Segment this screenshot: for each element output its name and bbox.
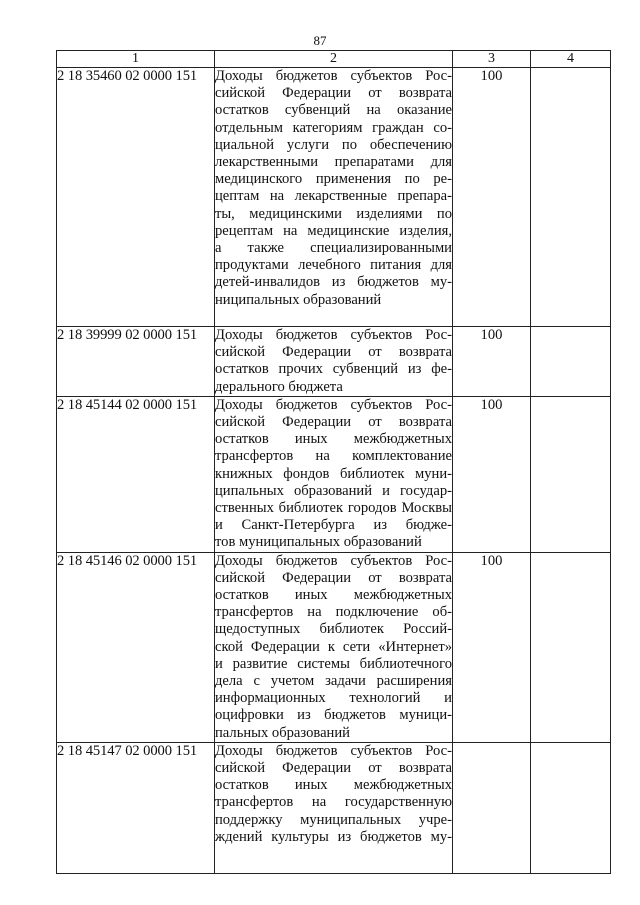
description-line: сийской Федерации от возврата	[215, 569, 452, 586]
header-col-4: 4	[531, 51, 611, 68]
code-cell: 2 18 45146 02 0000 151	[57, 552, 215, 742]
description-line: книжных фондов библиотек муни-	[215, 465, 452, 482]
description-line: тов муниципальных образований	[215, 534, 422, 551]
description-line: ской Федерации к сети «Интернет»	[215, 638, 452, 655]
description-cell	[215, 396, 453, 552]
amount-cell: 100	[453, 552, 531, 742]
table-row	[57, 396, 611, 552]
description-line: сийской Федерации от возврата	[215, 85, 452, 102]
code-cell: 2 18 35460 02 0000 151	[57, 68, 215, 327]
col4-cell	[531, 742, 611, 873]
description-line: сийской Федерации от возврата	[215, 344, 452, 361]
description-line: ты, медицинскими изделиями по	[215, 205, 452, 222]
description-line: Доходы бюджетов субъектов Рос-	[215, 742, 452, 759]
table-row	[57, 68, 611, 327]
description-line: рецептам на медицинские изделия,	[215, 222, 452, 239]
col4-cell	[531, 552, 611, 742]
col4-cell	[531, 396, 611, 552]
description-line: детей-инвалидов из бюджетов му-	[215, 274, 452, 291]
description-line: трансфертов на комплектование	[215, 448, 452, 465]
table-row	[57, 742, 611, 873]
amount-cell: 100	[453, 327, 531, 397]
description-line: ципальных образований и государ-	[215, 482, 452, 499]
description-line: пальных образований	[215, 724, 350, 741]
description-line: остатков иных межбюджетных	[215, 777, 452, 794]
header-col-1: 1	[57, 51, 215, 68]
description-line: щедоступных библиотек Россий-	[215, 621, 452, 638]
description-line: дела с учетом задачи расширения	[215, 673, 452, 690]
page-number: 87	[313, 33, 327, 48]
description-line: дерального бюджета	[215, 378, 343, 395]
description-line: Доходы бюджетов субъектов Рос-	[215, 552, 452, 569]
description-line: трансфертов на государственную	[215, 794, 452, 811]
description-line: Доходы бюджетов субъектов Рос-	[215, 68, 452, 84]
description-line: остатков субвенций на оказание	[215, 102, 452, 119]
table-row	[57, 552, 611, 742]
description-line: сийской Федерации от возврата	[215, 414, 452, 431]
description-line: остатков прочих субвенций из фе-	[215, 361, 452, 378]
description-line: и Санкт-Петербурга из бюдже-	[215, 517, 452, 534]
description-line: продуктами лечебного питания для	[215, 257, 452, 274]
amount-cell: 100	[453, 396, 531, 552]
table-header-row	[57, 51, 611, 68]
description-line: лекарственными препаратами для	[215, 154, 452, 171]
amount-cell	[453, 742, 531, 873]
description-cell	[215, 327, 453, 397]
table-row	[57, 327, 611, 397]
description-line: оцифровки из бюджетов муници-	[215, 707, 452, 724]
description-line: Доходы бюджетов субъектов Рос-	[215, 327, 452, 343]
code-cell: 2 18 45144 02 0000 151	[57, 396, 215, 552]
amount-cell: 100	[453, 68, 531, 327]
description-line: а также специализированными	[215, 240, 452, 257]
description-cell	[215, 552, 453, 742]
description-cell	[215, 742, 453, 873]
description-line: медицинского применения по ре-	[215, 171, 452, 188]
description-line: остатков иных межбюджетных	[215, 587, 452, 604]
header-col-3: 3	[453, 51, 531, 68]
description-line: Доходы бюджетов субъектов Рос-	[215, 396, 452, 413]
description-line: сийской Федерации от возврата	[215, 760, 452, 777]
col4-cell	[531, 68, 611, 327]
description-line: трансфертов на подключение об-	[215, 604, 452, 621]
budget-codes-table	[56, 50, 611, 874]
description-cell	[215, 68, 453, 327]
description-line: цептам на лекарственные препара-	[215, 188, 452, 205]
description-line: информационных технологий и	[215, 690, 452, 707]
description-line: поддержку муниципальных учре-	[215, 811, 452, 828]
description-line: ниципальных образований	[215, 291, 382, 308]
col4-cell	[531, 327, 611, 397]
description-line: ственных библиотек городов Москвы	[215, 500, 452, 517]
code-cell: 2 18 39999 02 0000 151	[57, 327, 215, 397]
description-line: циальной услуги по обеспечению	[215, 136, 452, 153]
description-line: ждений культуры из бюджетов му-	[215, 828, 452, 845]
description-line: и развитие системы библиотечного	[215, 655, 452, 672]
code-cell: 2 18 45147 02 0000 151	[57, 742, 215, 873]
description-line: остатков иных межбюджетных	[215, 431, 452, 448]
description-line: отдельным категориям граждан со-	[215, 119, 452, 136]
header-col-2: 2	[215, 51, 453, 68]
